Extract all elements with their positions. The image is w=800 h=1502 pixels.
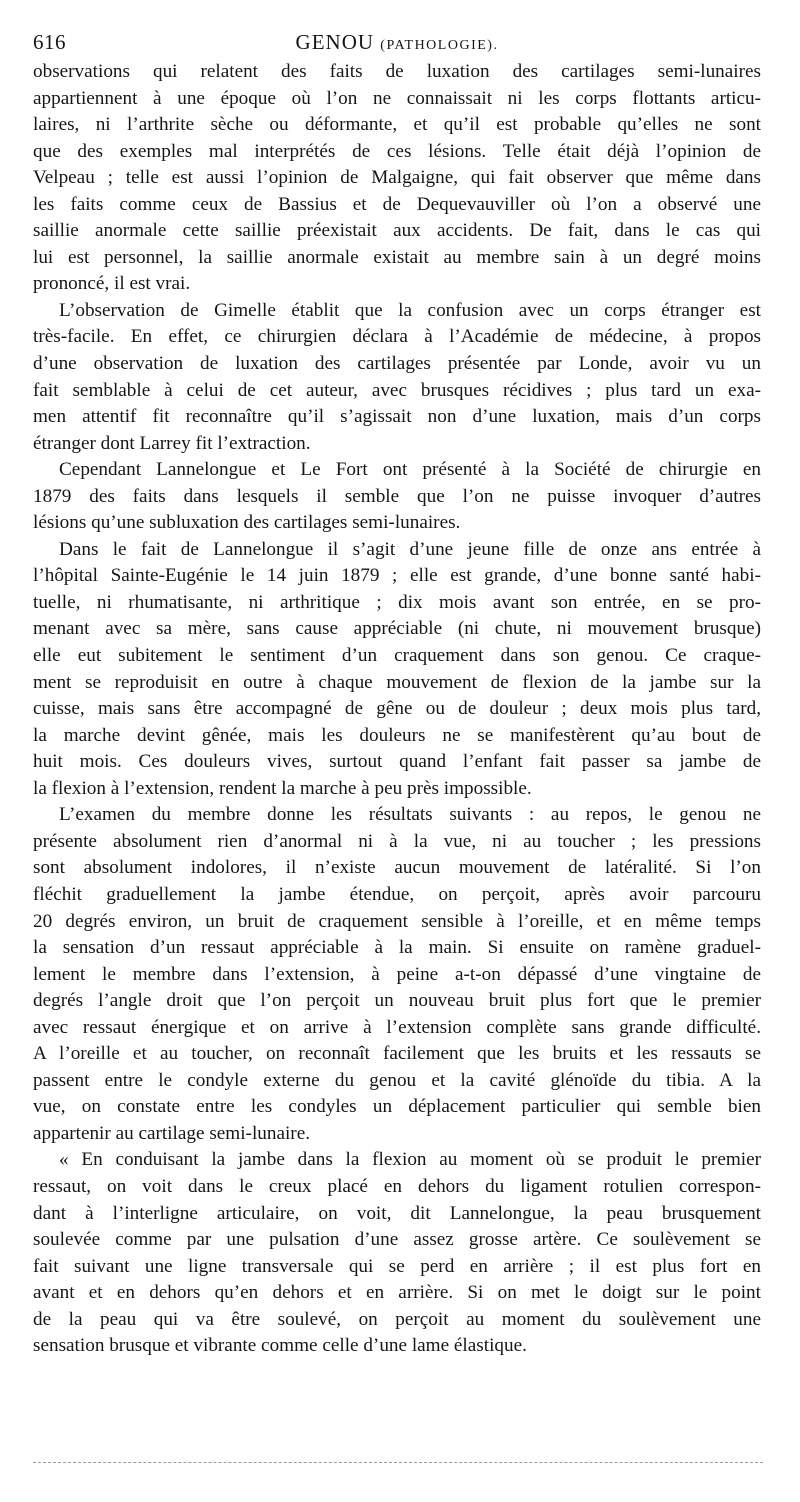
text-line: lement le membre dans l’extension, à peine a-t-on dépassé d’une vingtaine de [33, 963, 761, 985]
text-line: l’hôpital Sainte-Eugénie le 14 juin 1879 ; elle est grande, d’une bonne santé habi- [33, 565, 761, 587]
text-line: 1879 des faits dans lesquels il semble que l’on ne puisse invoquer d’autres [33, 485, 761, 507]
text-line: sensation brusque et vibrante comme celle d’une lame élastique. [33, 1335, 527, 1357]
running-title-main: GENOU [295, 30, 375, 54]
text-line: appartenir au cartilage semi-lunaire. [33, 1122, 311, 1144]
text-line: appartiennent à une époque où l’on ne connaissait ni les corps flottants articu- [33, 87, 761, 109]
text-line: lui est personnel, la saillie anormale existait au membre sain à un degré moins [33, 246, 761, 268]
text-line: très-facile. En effet, ce chirurgien déclara à l’Académie de médecine, à propos [33, 326, 761, 348]
text-line: ressaut, on voit dans le creux placé en dehors du ligament rotulien correspon- [33, 1175, 761, 1197]
text-line: laires, ni l’arthrite sèche ou déformante, et qu’il est probable qu’elles ne sont [33, 114, 761, 136]
page-number: 616 [33, 30, 66, 54]
text-line: ment se reproduisit en outre à chaque mouvement de flexion de la jambe sur la [33, 671, 761, 693]
text-line: L’observation de Gimelle établit que la confusion avec un corps étranger est [59, 299, 761, 321]
text-line: observations qui relatent des faits de luxation des cartilages semi-lunaires [33, 61, 761, 82]
text-line: prononcé, il est vrai. [33, 273, 191, 295]
running-title-sub: (PATHOLOGIE). [380, 38, 499, 53]
text-line: de la peau qui va être soulevé, on perçoit au moment du soulèvement une [33, 1308, 761, 1330]
text-line: tuelle, ni rhumatisante, ni arthritique ; dix mois avant son entrée, en se pro- [33, 591, 761, 613]
text-line: vue, on constate entre les condyles un déplacement particulier qui semble bien [33, 1096, 761, 1118]
text-line: cuisse, mais sans être accompagné de gêne ou de douleur ; deux mois plus tard, [33, 698, 761, 720]
text-line: la sensation d’un ressaut appréciable à la main. Si ensuite on ramène graduel- [33, 937, 761, 959]
text-line: avant et en dehors qu’en dehors et en arrière. Si on met le doigt sur le point [33, 1282, 761, 1304]
text-line: passent entre le condyle externe du genou et la cavité glénoïde du tibia. A la [33, 1069, 761, 1091]
text-line: la flexion à l’extension, rendent la marche à peu près impossible. [33, 777, 532, 799]
text-line: étranger dont Larrey fit l’extraction. [33, 432, 311, 454]
text-line: la marche devint gênée, mais les douleurs ne se manifestèrent qu’au bout de [33, 724, 761, 746]
text-line: fait semblable à celui de cet auteur, avec brusques récidives ; plus tard un exa- [33, 379, 761, 401]
text-line: soulevée comme par une pulsation d’une assez grosse artère. Ce soulèvement se [33, 1229, 761, 1251]
text-line: L’examen du membre donne les résultats suivants : au repos, le genou ne [59, 804, 761, 826]
text-line: les faits comme ceux de Bassius et de Dequevauviller où l’on a observé une [33, 193, 761, 215]
text-line: dant à l’interligne articulaire, on voit, dit Lannelongue, la peau brusquement [33, 1202, 761, 1224]
text-line: 20 degrés environ, un bruit de craquement sensible à l’oreille, et en même temps [33, 910, 761, 932]
text-line: lésions qu’une subluxation des cartilages semi-lunaires. [33, 512, 461, 534]
text-line: men attentif fit reconnaître qu’il s’agissait non d’une luxation, mais d’un corps [33, 406, 761, 428]
body-text [33, 59, 761, 1360]
text-line: huit mois. Ces douleurs vives, surtout quand l’enfant fait passer sa jambe de [33, 751, 761, 773]
text-line: menant avec sa mère, sans cause appréciable (ni chute, ni mouvement brusque) [33, 618, 761, 640]
text-line: avec ressaut énergique et on arrive à l’extension complète sans grande difficulté. [33, 1016, 761, 1038]
text-line: « En conduisant la jambe dans la flexion au moment où se produit le premier [59, 1149, 761, 1171]
text-line: sont absolument indolores, il n’existe aucun mouvement de latéralité. Si l’on [33, 857, 761, 879]
text-line: saillie anormale cette saillie préexistait aux accidents. De fait, dans le cas qui [33, 220, 761, 242]
footer-rule [33, 1462, 763, 1463]
text-line: fléchit graduellement la jambe étendue, on perçoit, après avoir parcouru [33, 883, 761, 905]
text-line: fait suivant une ligne transversale qui se perd en arrière ; il est plus fort en [33, 1255, 761, 1277]
text-line: Velpeau ; telle est aussi l’opinion de Malgaigne, qui fait observer que même dans [33, 167, 761, 189]
text-line: A l’oreille et au toucher, on reconnaît facilement que les bruits et les ressauts se [33, 1043, 761, 1065]
running-head [33, 30, 761, 60]
text-line: Dans le fait de Lannelongue il s’agit d’une jeune fille de onze ans entrée à [59, 538, 761, 560]
text-line: degrés l’angle droit que l’on perçoit un nouveau bruit plus fort que le premier [33, 990, 761, 1012]
text-line: d’une observation de luxation des cartilages présentée par Londe, avoir vu un [33, 353, 761, 375]
text-line: que des exemples mal interprétés de ces lésions. Telle était déjà l’opinion de [33, 140, 761, 162]
text-line: elle eut subitement le sentiment d’un craquement dans son genou. Ce craque- [33, 645, 761, 667]
running-title [33, 30, 761, 55]
text-line: Cependant Lannelongue et Le Fort ont présenté à la Société de chirurgie en [59, 459, 761, 481]
text-line: présente absolument rien d’anormal ni à la vue, ni au toucher ; les pressions [33, 830, 761, 852]
